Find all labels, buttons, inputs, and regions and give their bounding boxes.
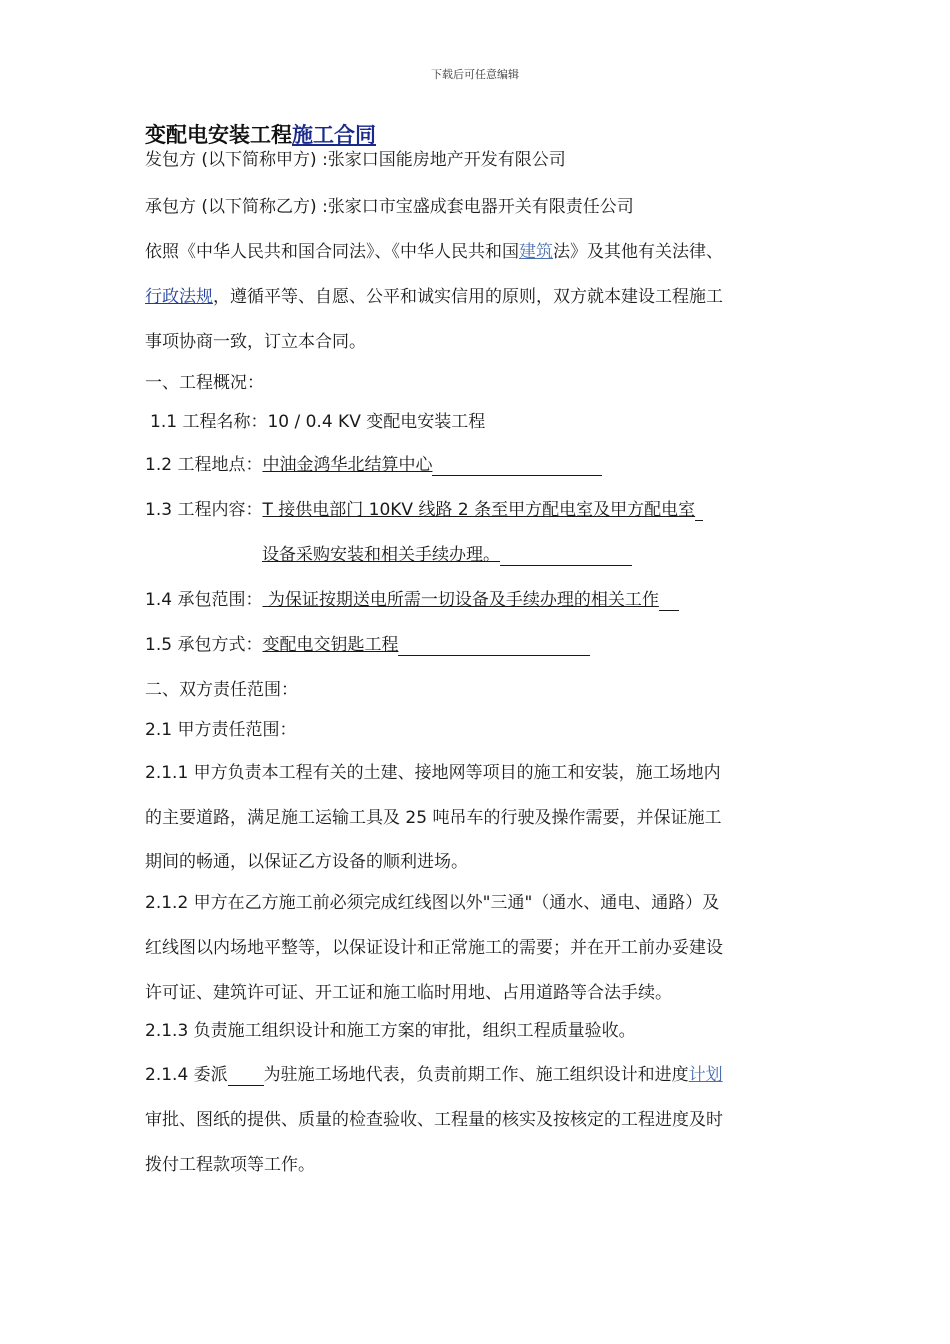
title-text: 变配电安装工程 — [145, 123, 292, 147]
clause-text: 为驻施工场地代表，负责前期工作、施工组织设计和进度 — [263, 1065, 689, 1085]
item-label: 1.5 承包方式： — [145, 635, 263, 655]
item-1-5 — [145, 634, 590, 656]
item-value: 10 / 0.4 KV 变配电安装工程 — [267, 412, 486, 432]
preamble-text: ，遵循平等、自愿、公平和诚实信用的原则，双方就本建设工程施工 — [213, 287, 723, 307]
link-administrative-regulations[interactable]: 行政法规 — [145, 287, 213, 307]
item-1-1 — [150, 411, 485, 433]
clause-2-1-1-line-1: 2.1.1 甲方负责本工程有关的土建、接地网等项目的施工和安装，施工场地内 — [145, 763, 721, 783]
title-link-construction-contract[interactable]: 施工合同 — [292, 123, 376, 147]
clause-text: 2.1.4 委派 — [145, 1065, 228, 1085]
link-plan[interactable]: 计划 — [688, 1065, 723, 1085]
clause-2-1: 2.1 甲方责任范围： — [145, 720, 297, 740]
underline-fill — [432, 457, 602, 476]
item-label: 1.2 工程地点： — [145, 455, 263, 475]
preamble-line-1 — [145, 241, 723, 263]
item-value: 变配电交钥匙工程 — [262, 635, 399, 655]
clause-2-1-2-line-1: 2.1.2 甲方在乙方施工前必须完成红线图以外"三通"（通水、通电、通路）及 — [145, 893, 720, 913]
party-b-line: 承包方 (以下简称乙方) :张家口市宝盛成套电器开关有限责任公司 — [145, 197, 634, 217]
item-label: 1.1 工程名称： — [150, 412, 268, 432]
preamble-text: 法》及其他有关法律、 — [553, 242, 723, 262]
item-1-3 — [145, 499, 703, 521]
preamble-line-3: 事项协商一致，订立本合同。 — [145, 332, 366, 352]
clause-2-1-1-line-3: 期间的畅通，以保证乙方设备的顺利进场。 — [145, 852, 468, 872]
preamble-line-2 — [145, 286, 723, 308]
clause-2-1-4-line-2: 审批、图纸的提供、质量的检查验收、工程量的核实及按核定的工程进度及时 — [145, 1110, 723, 1130]
representative-blank-field[interactable] — [228, 1067, 264, 1086]
item-value: T 接供电部门 10KV 线路 2 条至甲方配电室及甲方配电室 — [262, 500, 696, 520]
clause-2-1-4-line-1 — [145, 1064, 723, 1086]
link-construction[interactable]: 建筑 — [519, 242, 553, 262]
page-header: 下载后可任意编辑 — [431, 68, 519, 81]
document-title — [145, 124, 376, 146]
clause-2-1-3: 2.1.3 负责施工组织设计和施工方案的审批，组织工程质量验收。 — [145, 1021, 636, 1041]
preamble-text: 依照《中华人民共和国合同法》、《中华人民共和国 — [145, 242, 519, 262]
clause-2-1-2-line-2: 红线图以内场地平整等，以保证设计和正常施工的需要；并在开工前办妥建设 — [145, 938, 723, 958]
clause-2-1-4-line-3: 拨付工程款项等工作。 — [145, 1155, 315, 1175]
section-1-heading: 一、工程概况： — [145, 373, 264, 393]
section-2-heading: 二、双方责任范围： — [145, 680, 298, 700]
clause-2-1-2-line-3: 许可证、建筑许可证、开工证和施工临时用地、占用道路等合法手续。 — [145, 983, 672, 1003]
item-label: 1.3 工程内容： — [145, 500, 263, 520]
underline-fill — [659, 592, 679, 611]
item-1-3-continued — [262, 544, 632, 566]
clause-2-1-1-line-2: 的主要道路，满足施工运输工具及 25 吨吊车的行驶及操作需要，并保证施工 — [145, 808, 722, 828]
party-a-line: 发包方 (以下简称甲方) :张家口国能房地产开发有限公司 — [145, 150, 566, 170]
item-value: 设备采购安装和相关手续办理。 — [262, 545, 500, 565]
underline-fill — [398, 637, 590, 656]
item-1-4 — [145, 589, 679, 611]
underline-fill — [695, 502, 703, 521]
underline-fill — [500, 547, 632, 566]
item-label: 1.4 承包范围： — [145, 590, 263, 610]
item-value: 中油金鸿华北结算中心 — [262, 455, 433, 475]
item-1-2 — [145, 454, 602, 476]
item-value: 为保证按期送电所需一切设备及手续办理的相关工作 — [262, 590, 659, 610]
